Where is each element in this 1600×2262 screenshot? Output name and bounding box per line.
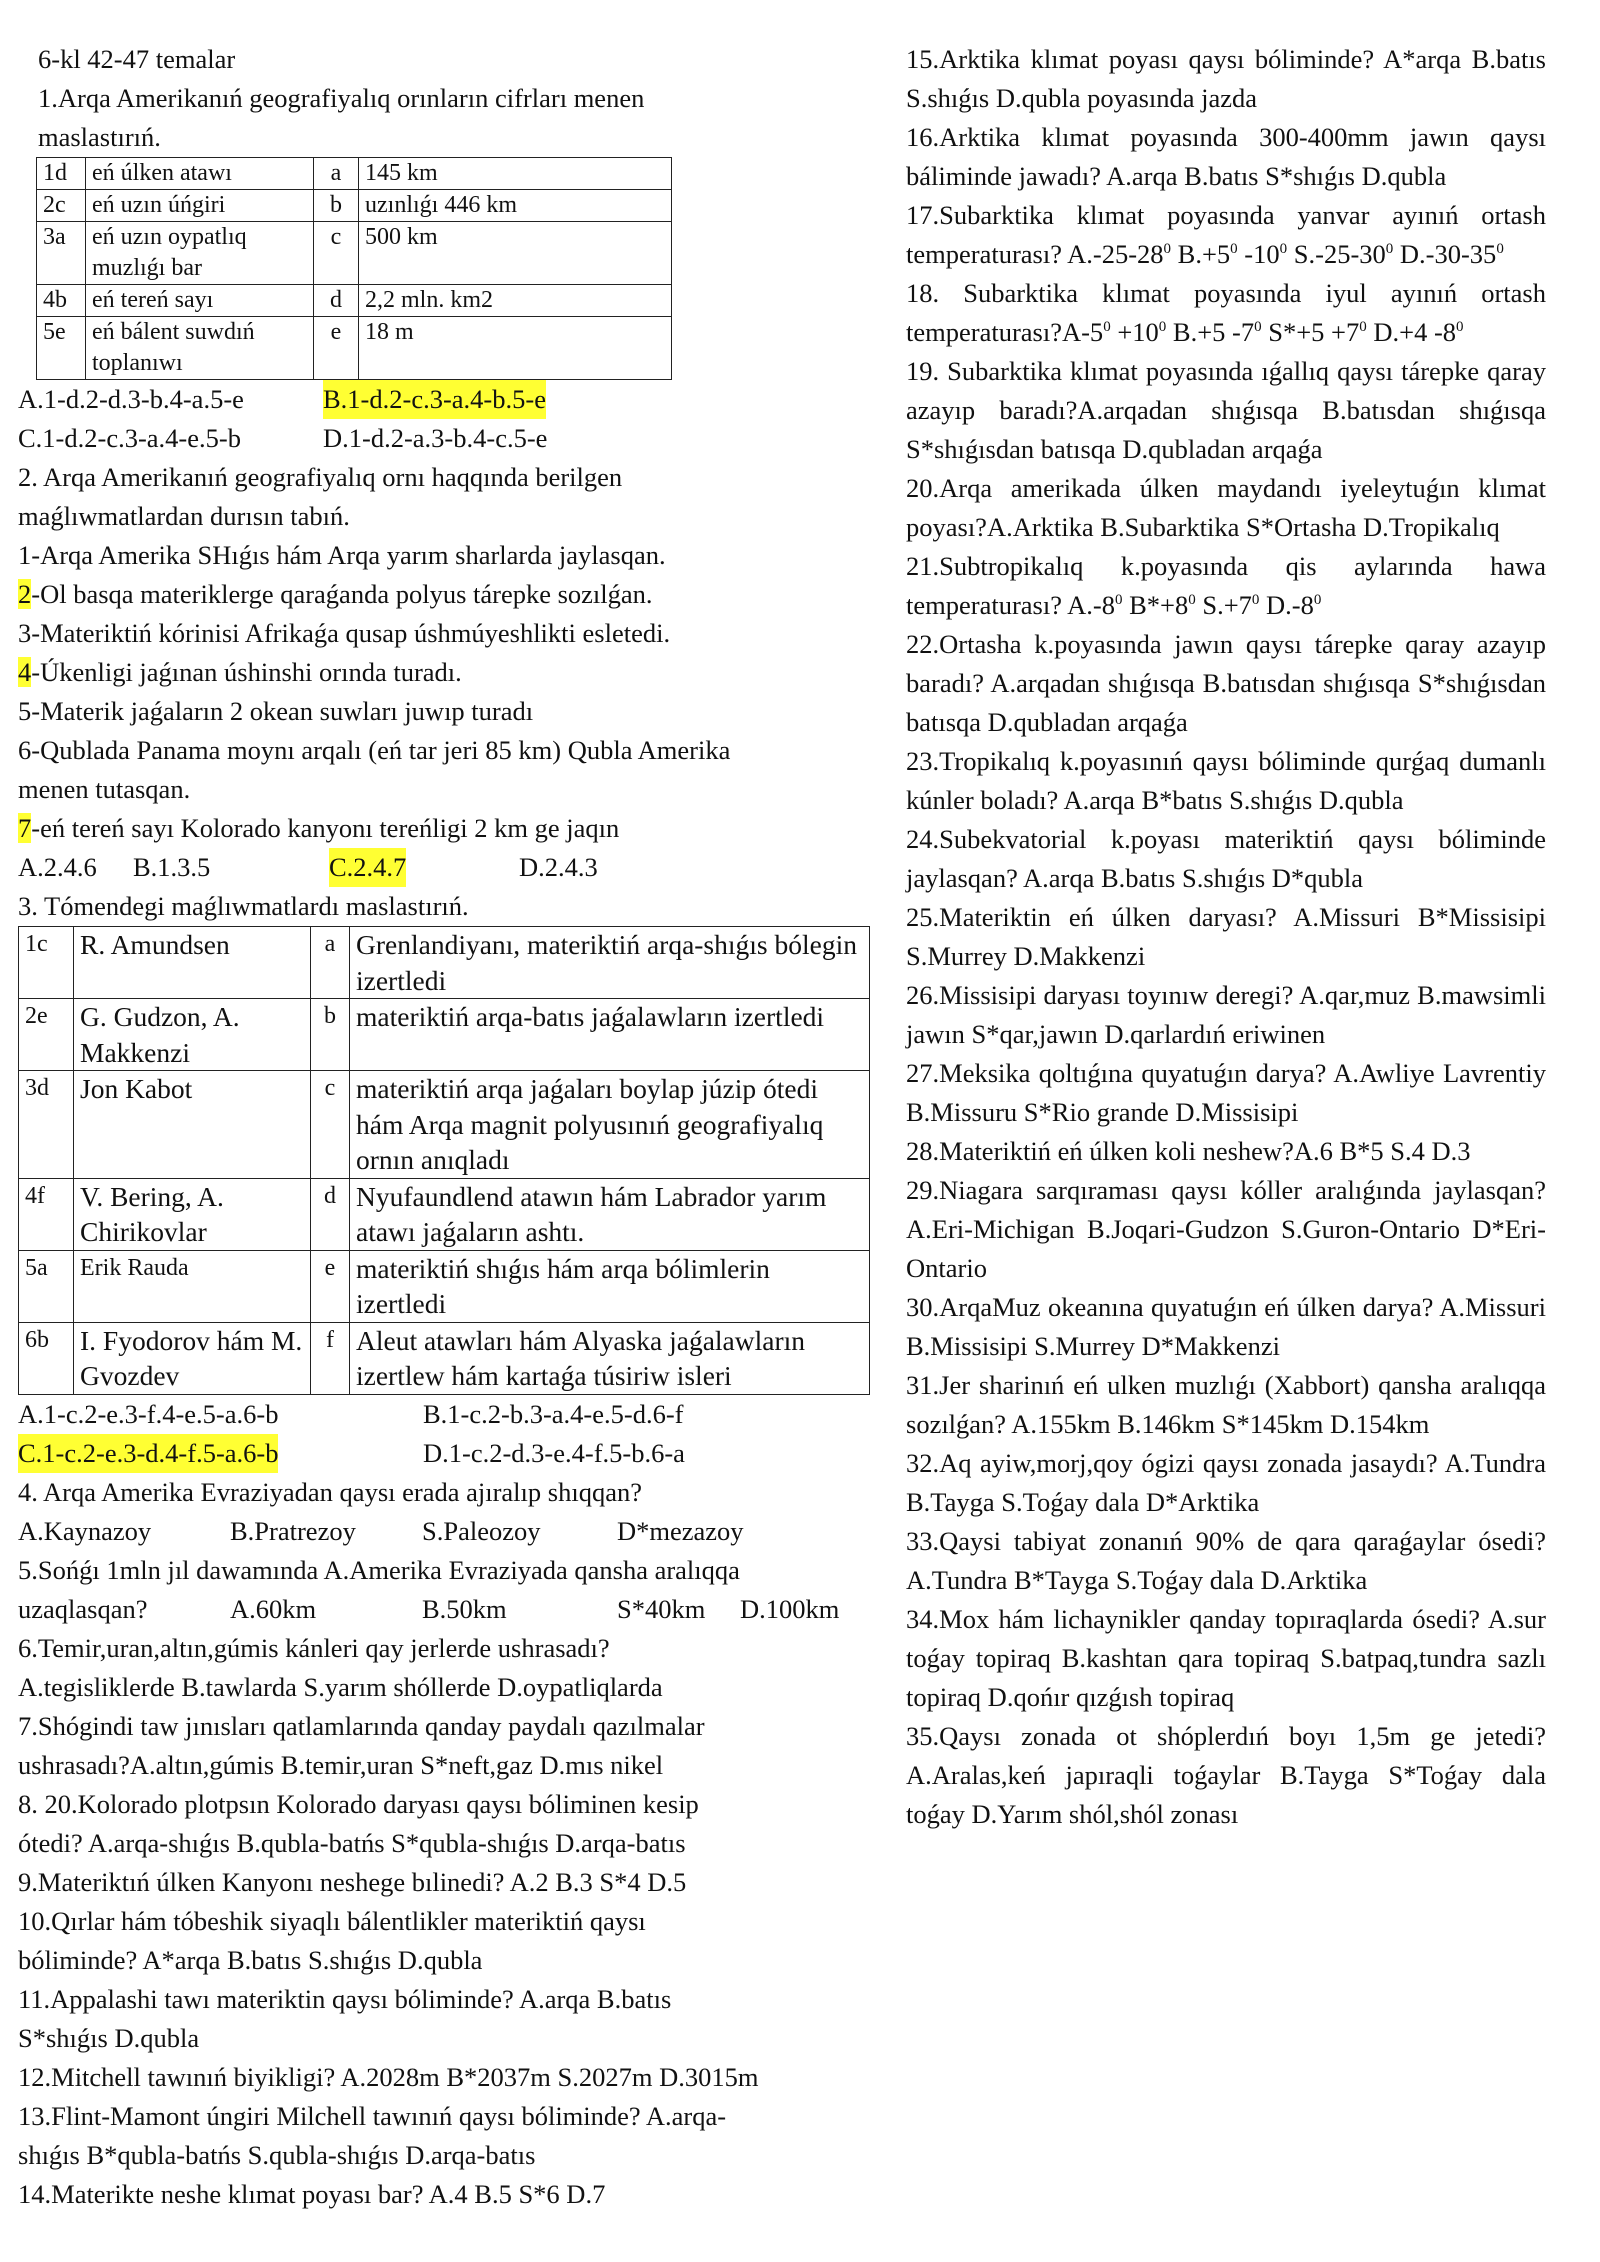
- degree-sign: 0: [1385, 241, 1394, 258]
- degree-sign: 0: [1313, 592, 1322, 609]
- q-text: S.-25-30: [1287, 239, 1386, 269]
- degree-sign: 0: [1188, 592, 1196, 609]
- question-11: 11.Appalashi tawı materiktin qaysı bóliminde? A.arqa B.batıs: [18, 1983, 672, 2014]
- question-20: 20.Arqa amerikada úlken maydandı iyeleytuǵın klımat poyası?A.Arktika B.Subarktika S*Ortasha D.Tropikalıq: [906, 473, 1546, 542]
- row-description: uzınlıǵı 446 km: [359, 190, 672, 222]
- question-6-options: A.tegisliklerde B.tawlarda S.yarım shóllerde D.oypatliqlarda: [18, 1671, 663, 1702]
- answer-option[interactable]: C.1-d.2-c.3-a.4-e.5-b: [18, 423, 241, 453]
- row-letter: a: [311, 927, 350, 999]
- question-11-options: S*shıǵıs D.qubla: [18, 2022, 200, 2053]
- question-35: 35.Qaysı zonada ot shóplerdıń boyı 1,5m ge jetedi? A.Aralas,keń japıraqli toǵaylar B.Tayga S*Toǵay dala toǵay D.Yarım shól,shól zonası: [906, 1721, 1546, 1829]
- row-description: materiktiń arqa-batıs jaǵalawların izertledi: [350, 999, 870, 1071]
- table-row: [37, 317, 672, 380]
- table-row: [37, 190, 672, 222]
- q-text: D.-8: [1259, 590, 1314, 620]
- row-item: Jon Kabot: [74, 1071, 311, 1179]
- question-1-title-cont: maslastırıń.: [38, 122, 161, 152]
- table-row: [37, 285, 672, 317]
- row-number: 6b: [19, 1322, 74, 1394]
- table-row: [19, 1071, 870, 1179]
- question-3-answers: [18, 1434, 873, 1473]
- row-letter: b: [311, 999, 350, 1071]
- row-letter: e: [311, 1250, 350, 1322]
- question-34: 34.Mox hám lichaynikler qanday topıraqlarda ósedi? A.sur toǵay topiraq B.kashtan qara topiraq S.batpaq,tundra sazlı topiraq D.qońır qızǵısh topiraq: [906, 1604, 1546, 1712]
- statement: [18, 809, 873, 848]
- header-line: 6-kl 42-47 temalar: [38, 44, 236, 74]
- row-number: 5e: [37, 317, 86, 380]
- degree-sign: 0: [1456, 319, 1464, 336]
- answer-option-correct[interactable]: B.1-d.2-c.3-a.4-b.5-e: [323, 380, 546, 419]
- degree-sign: 0: [1254, 319, 1262, 336]
- table-row: [19, 999, 870, 1071]
- statement-number-marked: 4: [18, 657, 32, 687]
- question-6: 6.Temir,uran,altın,gúmis kánleri qay jerlerde ushrasadı?: [18, 1632, 610, 1663]
- degree-sign: 0: [1496, 241, 1504, 258]
- question-3-answers: [18, 1395, 873, 1434]
- row-letter: d: [311, 1178, 350, 1250]
- table-row: [19, 1322, 870, 1394]
- question-21: [906, 547, 1546, 625]
- question-25: 25.Materiktin eń úlken daryası? A.Missuri B*Missisipi S.Murrey D.Makkenzi: [906, 902, 1546, 971]
- q-text: D.+4 -8: [1366, 317, 1457, 347]
- degree-sign: 0: [1230, 241, 1238, 258]
- answer-option[interactable]: A.1-d.2-d.3-b.4-a.5-e: [18, 384, 244, 414]
- matching-table-1: [36, 157, 672, 380]
- statement: [18, 575, 873, 614]
- row-letter: e: [314, 317, 359, 380]
- statement: [18, 653, 873, 692]
- row-item: eń uzın oypatlıq muzlıǵı bar: [86, 222, 314, 285]
- question-10-options: bóliminde? A*arqa B.batıs S.shıǵıs D.qubla: [18, 1944, 483, 1975]
- answer-option[interactable]: D.1-d.2-a.3-b.4-c.5-e: [323, 423, 548, 453]
- row-number: 3a: [37, 222, 86, 285]
- question-8: 8. 20.Kolorado plotpsın Kolorado daryası qaysı bóliminen kesip: [18, 1788, 699, 1819]
- answer-option[interactable]: D.2.4.3: [519, 852, 598, 882]
- question-16: 16.Arktika klımat poyasında 300-400mm jawın qaysı báliminde jawadı? A.arqa B.batıs S*shıǵıs D.qubla: [906, 122, 1546, 191]
- answer-option[interactable]: D.1-c.2-d.3-e.4-f.5-b.6-a: [423, 1437, 685, 1468]
- answer-option[interactable]: D.100km: [740, 1593, 840, 1624]
- row-description: 18 m: [359, 317, 672, 380]
- q-text: 18. Subarktika klımat poyasında iyul ayınıń ortash temperaturası?A-5: [906, 278, 1546, 347]
- answer-text: uzaqlasqan?: [18, 1593, 148, 1624]
- degree-sign: 0: [1359, 319, 1367, 336]
- answer-option[interactable]: S.Paleozoy: [422, 1515, 541, 1546]
- right-column: [906, 40, 1546, 1834]
- question-18: [906, 274, 1546, 352]
- row-number: 2e: [19, 999, 74, 1071]
- question-30: 30.ArqaMuz okeanına quyatuǵın eń úlken darya? A.Missuri B.Missisipi S.Murrey D*Makkenzi: [906, 1292, 1546, 1361]
- question-1-answers: [18, 419, 873, 458]
- answer-option-correct[interactable]: C.1-c.2-e.3-d.4-f.5-a.6-b: [18, 1434, 278, 1473]
- question-5: 5.Sońǵı 1mln jıl dawamında A.Amerika Evraziyada qansha aralıqqa: [18, 1554, 740, 1585]
- left-column: [18, 40, 873, 2214]
- q-text: B.+5 -7: [1166, 317, 1255, 347]
- question-31: 31.Jer sharinıń eń ulken muzlıǵı (Xabbort) qansha aralıqqa sozılǵan? A.155km B.146km S*145km D.154km: [906, 1370, 1546, 1439]
- question-23: 23.Tropikalıq k.poyasınıń qaysı bóliminde qurǵaq dumanlı kúnler boladı? A.arqa B*batıs S.shıǵıs D.qubla: [906, 746, 1546, 815]
- question-14: 14.Materikte neshe klımat poyası bar? A.4 B.5 S*6 D.7: [18, 2178, 606, 2209]
- row-letter: f: [311, 1322, 350, 1394]
- table-row: [37, 222, 672, 285]
- answer-option[interactable]: B.1-c.2-b.3-a.4-e.5-d.6-f: [423, 1398, 684, 1429]
- row-item: R. Amundsen: [74, 927, 311, 999]
- row-item: eń uzın úńgiri: [86, 190, 314, 222]
- answer-option[interactable]: A.2.4.6: [18, 852, 97, 882]
- q-text: +10: [1110, 317, 1159, 347]
- row-item: eń tereń sayı: [86, 285, 314, 317]
- row-item: G. Gudzon, A. Makkenzi: [74, 999, 311, 1071]
- question-7-options: ushrasadı?A.altın,gúmis B.temir,uran S*neft,gaz D.mıs nikel: [18, 1749, 664, 1780]
- answer-option[interactable]: A.60km: [230, 1593, 317, 1624]
- answer-option[interactable]: S*40km: [617, 1593, 706, 1624]
- row-description: Nyufaundlend atawın hám Labrador yarım atawı jaǵaların ashtı.: [350, 1178, 870, 1250]
- row-item: eń bálent suwdıń toplanıwı: [86, 317, 314, 380]
- row-number: 1d: [37, 158, 86, 190]
- question-29: 29.Niagara sarqıraması qaysı kóller aralıǵında jaylasqan? A.Eri-Michigan B.Joqari-Gudzon S.Guron-Ontario D*Eri-Ontario: [906, 1175, 1546, 1283]
- row-letter: b: [314, 190, 359, 222]
- row-letter: d: [314, 285, 359, 317]
- question-3-title: 3. Tómendegi maǵlıwmatlardı maslastırıń.: [18, 891, 469, 921]
- statement-cont: menen tutasqan.: [18, 774, 191, 804]
- question-10: 10.Qırlar hám tóbeshik siyaqlı bálentlikler materiktiń qaysı: [18, 1905, 646, 1936]
- degree-sign: 0: [1114, 592, 1123, 609]
- row-number: 4b: [37, 285, 86, 317]
- degree-sign: 0: [1158, 319, 1167, 336]
- question-5-answers: [18, 1590, 873, 1629]
- statement: 3-Materiktiń kórinisi Afrikaǵa qusap úshmúyeshlikti esletedi.: [18, 618, 671, 648]
- statement-number-marked: 7: [18, 813, 32, 843]
- question-9: 9.Materiktıń úlken Kanyonı neshege bılinedi? A.2 B.3 S*4 D.5: [18, 1866, 687, 1897]
- statement-text: -eń tereń sayı Kolorado kanyonı tereńligi 2 km ge jaqın: [31, 813, 620, 843]
- answer-option[interactable]: B.50km: [422, 1593, 507, 1624]
- row-description: Aleut atawları hám Alyaska jaǵalawların izertlew hám kartaǵa túsiriw isleri: [350, 1322, 870, 1394]
- degree-sign: 0: [1163, 241, 1172, 258]
- question-28: 28.Materiktiń eń úlken koli neshew?A.6 B*5 S.4 D.3: [906, 1136, 1471, 1166]
- statement-text: -Úkenligi jaǵınan úshinshi orında turadı.: [31, 657, 462, 687]
- question-2-answers: [18, 848, 873, 887]
- q-text: S*+5 +7: [1261, 317, 1360, 347]
- answer-option[interactable]: A.1-c.2-e.3-f.4-e.5-a.6-b: [18, 1398, 279, 1429]
- row-item: eń úlken atawı: [86, 158, 314, 190]
- degree-sign: 0: [1103, 319, 1111, 336]
- degree-sign: 0: [1279, 241, 1288, 258]
- row-letter: c: [314, 222, 359, 285]
- answer-option[interactable]: A.Kaynazoy: [18, 1515, 152, 1546]
- statement-number-marked: 2: [18, 579, 32, 609]
- q-text: 17.Subarktika klımat poyasında yanvar ayınıń ortash temperaturası? A.-25-28: [906, 200, 1546, 269]
- question-13: 13.Flint-Mamont úngiri Milchell tawınıń qaysı bóliminde? A.arqa-: [18, 2100, 727, 2131]
- row-number: 4f: [19, 1178, 74, 1250]
- table-row: [19, 1250, 870, 1322]
- statement-text: -Ol basqa materiklerge qaraǵanda polyus tárepke sozılǵan.: [31, 579, 653, 609]
- question-22: 22.Ortasha k.poyasında jawın qaysı tárepke qaray azayıp baradı? A.arqadan shıǵısqa B.batısdan shıǵısqa S*shıǵısdan batısqa D.qubladan arqaǵa: [906, 629, 1546, 737]
- question-33: 33.Qaysi tabiyat zonanıń 90% de qara qaraǵaylar ósedi? A.Tundra B*Tayga S.Toǵay dala D.Arktika: [906, 1526, 1546, 1595]
- question-1-title: 1.Arqa Amerikanıń geografiyalıq orınların cifrları menen: [38, 83, 645, 113]
- statement: 1-Arqa Amerika SHıǵıs hám Arqa yarım sharlarda jaylasqan.: [18, 540, 666, 570]
- question-32: 32.Aq ayiw,morj,qoy ógizi qaysı zonada jasaydı? A.Tundra B.Tayga S.Toǵay dala D*Arktika: [906, 1448, 1546, 1517]
- row-number: 1c: [19, 927, 74, 999]
- row-number: 2c: [37, 190, 86, 222]
- q-text: -10: [1237, 239, 1280, 269]
- question-27: 27.Meksika qoltıǵına quyatuǵın darya? A.Awliye Lavrentiy B.Missuru S*Rio grande D.Missisipi: [906, 1058, 1546, 1127]
- question-26: 26.Missisipi daryası toyınıw deregi? A.qar,muz B.mawsimli jawın S*qar,jawın D.qarlardıń eriwinen: [906, 980, 1546, 1049]
- statement: 5-Materik jaǵaların 2 okean suwları juwıp turadı: [18, 696, 534, 726]
- question-12: 12.Mitchell tawınıń biyikligi? A.2028m B*2037m S.2027m D.3015m: [18, 2061, 759, 2092]
- row-description: 145 km: [359, 158, 672, 190]
- matching-table-2: [18, 926, 870, 1395]
- q-text: B.+5: [1171, 239, 1231, 269]
- table-row: [37, 158, 672, 190]
- q-text: D.-30-35: [1393, 239, 1497, 269]
- question-4-answers: [18, 1512, 873, 1551]
- row-description: materiktiń arqa jaǵaları boylap júzip ótedi hám Arqa magnit polyusınıń geografiyalıq ornın anıqladı: [350, 1071, 870, 1179]
- table-row: [19, 1178, 870, 1250]
- row-letter: a: [314, 158, 359, 190]
- row-item: I. Fyodorov hám M. Gvozdev: [74, 1322, 311, 1394]
- row-item: V. Bering, A. Chirikovlar: [74, 1178, 311, 1250]
- question-1-answers: [18, 380, 873, 419]
- question-7: 7.Shógindi taw jınısları qatlamlarında qanday paydalı qazılmalar: [18, 1710, 705, 1741]
- question-4: 4. Arqa Amerika Evraziyadan qaysı erada ajıralıp shıqqan?: [18, 1476, 642, 1507]
- q-text: B*+8: [1122, 590, 1189, 620]
- degree-sign: 0: [1251, 592, 1260, 609]
- question-2-title: 2. Arqa Amerikanıń geografiyalıq ornı haqqında berilgen: [18, 462, 623, 492]
- question-15: 15.Arktika klımat poyası qaysı bóliminde? A*arqa B.batıs S.shıǵıs D.qubla poyasında jazda: [906, 44, 1546, 113]
- question-8-options: ótedi? A.arqa-shıǵıs B.qubla-batńs S*qubla-shıǵıs D.arqa-batıs: [18, 1827, 686, 1858]
- row-letter: c: [311, 1071, 350, 1179]
- question-13-options: shıǵıs B*qubla-batńs S.qubla-shıǵıs D.arqa-batıs: [18, 2139, 536, 2170]
- row-description: materiktiń shıǵıs hám arqa bólimlerin izertledi: [350, 1250, 870, 1322]
- row-number: 5a: [19, 1250, 74, 1322]
- row-number: 3d: [19, 1071, 74, 1179]
- table-row: [19, 927, 870, 999]
- row-item: Erik Rauda: [74, 1250, 311, 1322]
- answer-option[interactable]: B.1.3.5: [133, 852, 211, 882]
- answer-option[interactable]: B.Pratrezoy: [230, 1515, 356, 1546]
- row-description: 500 km: [359, 222, 672, 285]
- answer-option-correct[interactable]: C.2.4.7: [329, 848, 406, 887]
- q-text: S.+7: [1195, 590, 1252, 620]
- q-text: 21.Subtropikalıq k.poyasında qis aylarında hawa temperaturası? A.-8: [906, 551, 1546, 620]
- answer-option[interactable]: D*mezazoy: [617, 1515, 744, 1546]
- row-description: Grenlandiyanı, materiktiń arqa-shıǵıs bólegin izertledi: [350, 927, 870, 999]
- question-24: 24.Subekvatorial k.poyası materiktiń qaysı bóliminde jaylasqan? A.arqa B.batıs S.shıǵıs D*qubla: [906, 824, 1546, 893]
- question-17: [906, 196, 1546, 274]
- row-description: 2,2 mln. km2: [359, 285, 672, 317]
- statement: 6-Qublada Panama moynı arqalı (eń tar jeri 85 km) Qubla Amerika: [18, 735, 731, 765]
- question-19: 19. Subarktika klımat poyasında ıǵallıq qaysı tárepke qaray azayıp baradı?A.arqadan shıǵısqa B.batısdan shıǵısqa S*shıǵısdan batısqa D.qubladan arqaǵa: [906, 356, 1546, 464]
- question-2-title-cont: maǵlıwmatlardan durısın tabıń.: [18, 501, 350, 531]
